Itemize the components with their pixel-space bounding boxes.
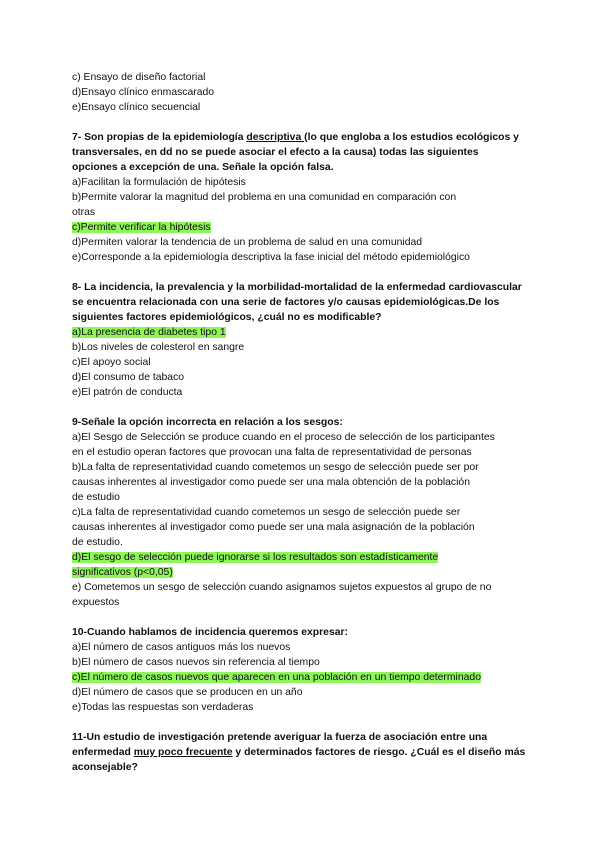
q7-option-b-cont: otras [72,207,96,218]
q9-option-d-highlighted-cont: significativos (p<0,05) [72,567,173,578]
q9-option-c-cont: causas inherentes al investigador como puede ser una mala asignación de la población [72,522,475,533]
q8-option-e: e)El patrón de conducta [72,387,183,398]
question-9: 9-Señale la opción incorrecta en relación a los sesgos: [72,417,343,428]
q7-option-a: a)Facilitan la formulación de hipótesis [72,177,246,188]
q7-option-e: e)Corresponde a la epidemiología descriptiva la fase inicial del método epidemiológico [72,252,470,263]
q8-option-c: c)El apoyo social [72,357,151,368]
q9-option-c: c)La falta de representatividad cuando cometemos un sesgo de selección puede ser [72,507,461,518]
option-e-secuencial: e)Ensayo clínico secuencial [72,102,201,113]
option-d-enmascarado: d)Ensayo clínico enmascarado [72,87,215,98]
q10-option-d: d)El número de casos que se producen en un año [72,687,303,698]
underlined-descriptiva: descriptiva [246,132,305,143]
question-10: 10-Cuando hablamos de incidencia queremos expresar: [72,627,349,638]
q9-option-a: a)El Sesgo de Selección se produce cuando en el proceso de selección de los participantes [72,432,495,443]
q7-option-c-highlighted: c)Permite verificar la hipótesis [72,222,211,233]
option-c-factorial: c) Ensayo de diseño factorial [72,72,206,83]
q9-option-e: e) Cometemos un sesgo de selección cuando asignamos sujetos expuestos al grupo de no [72,582,492,593]
q8-option-d: d)El consumo de tabaco [72,372,185,383]
underlined-muy-poco-frecuente: muy poco frecuente [133,747,233,758]
q8-option-a-highlighted: a)La presencia de diabetes tipo 1 [72,327,226,338]
q10-option-e: e)Todas las respuestas son verdaderas [72,702,254,713]
q10-option-b: b)El número de casos nuevos sin referencia al tiempo [72,657,320,668]
q9-option-b: b)La falta de representatividad cuando cometemos un sesgo de selección puede ser por [72,462,479,473]
q9-option-c-cont2: de estudio. [72,537,123,548]
question-11: 11-Un estudio de investigación pretende averiguar la fuerza de asociación entre una enfermedad muy poco frecuente y determinados factores de riesgo. ¿Cuál es el diseño más aconsejable? [72,732,526,773]
q7-option-d: d)Permiten valorar la tendencia de un problema de salud en una comunidad [72,237,423,248]
q9-option-e-cont: expuestos [72,597,120,608]
q9-option-a-cont: en el estudio operan factores que provocan una falta de representatividad de personas [72,447,472,458]
q8-option-b: b)Los niveles de colesterol en sangre [72,342,245,353]
question-7: 7- Son propias de la epidemiología descriptiva (lo que engloba a los estudios ecológicos y transversales, en dd no se puede asociar el efecto a la causa) todas las siguientes opciones a excepción de una. Señale la opción falsa. [72,132,519,173]
question-8: 8- La incidencia, la prevalencia y la morbilidad-mortalidad de la enfermedad cardiovascular se encuentra relacionada con una serie de factores y/o causas epidemiológicas.De los siguientes factores epidemiológicos, ¿cuál no es modificable? [72,282,522,323]
q10-option-a: a)El número de casos antiguos más los nuevos [72,642,291,653]
q7-option-b: b)Permite valorar la magnitud del problema en una comunidad en comparación con [72,192,457,203]
q10-option-c-highlighted: c)El número de casos nuevos que aparecen en una población en un tiempo determinado [72,672,481,683]
q9-option-d-highlighted: d)El sesgo de selección puede ignorarse si los resultados son estadísticamente [72,552,439,563]
q9-option-b-cont2: de estudio [72,492,120,503]
document-content [72,70,527,775]
q9-option-b-cont: causas inherentes al investigador como puede ser una mala obtención de la población [72,477,470,488]
